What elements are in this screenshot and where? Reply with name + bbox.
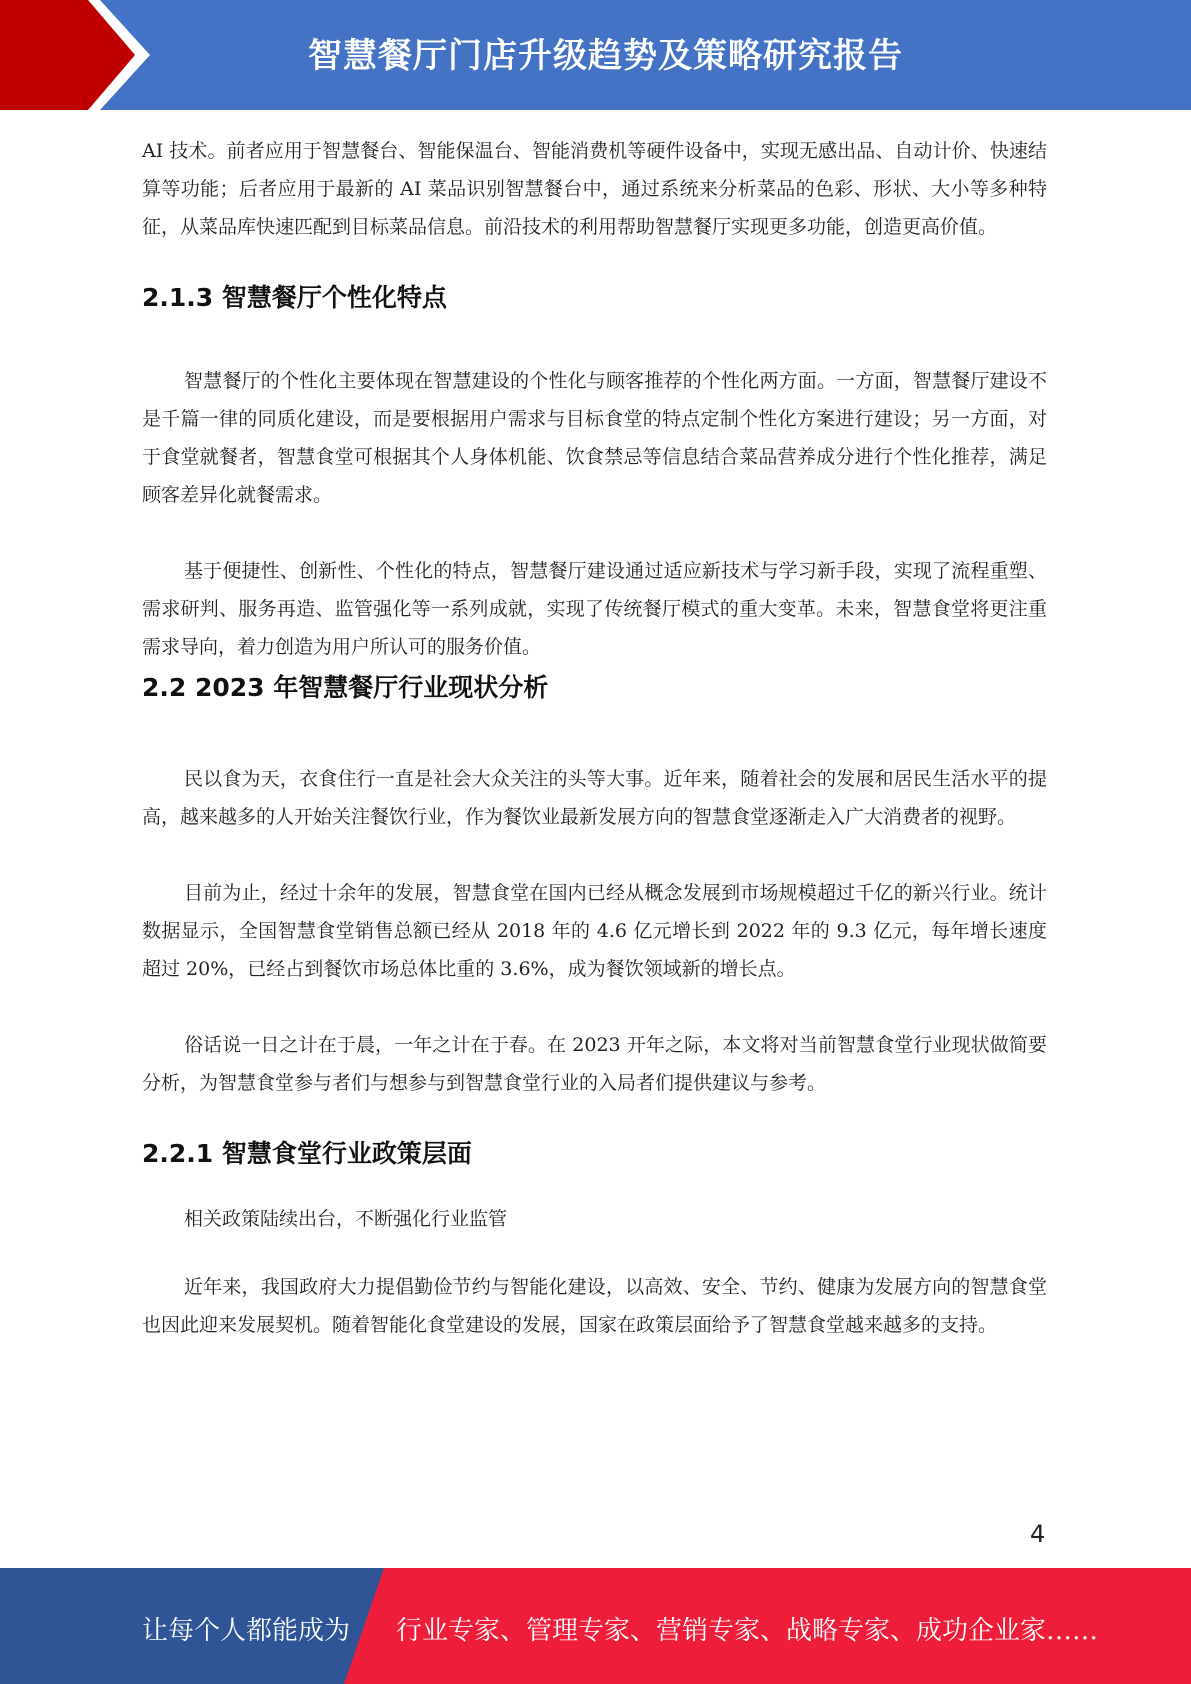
paragraph-policy-subtitle: 相关政策陆续出台，不断强化行业监管 [184,1208,508,1230]
section-heading-2-1-3: 2.1.3 智慧餐厅个性化特点 [142,283,447,312]
paragraph-personalization-2: 基于便捷性、创新性、个性化的特点，智慧餐厅建设通过适应新技术与学习新手段，实现了流程重塑、需求研判、服务再造、监管强化等一系列成就，实现了传统餐厅模式的重大变革。未来，智慧食堂将更注重需求导向，着力创造为用户所认可的服务价值。 [142,560,1047,658]
paragraph-industry-1: 民以食为天，衣食住行一直是社会大众关注的头等大事。近年来，随着社会的发展和居民生活水平的提高，越来越多的人开始关注餐饮行业，作为餐饮业最新发展方向的智慧食堂逐渐走入广大消费者的视野。 [142,768,1047,828]
paragraph-personalization-1: 智慧餐厅的个性化主要体现在智慧建设的个性化与顾客推荐的个性化两方面。一方面，智慧餐厅建设不是千篇一律的同质化建设，而是要根据用户需求与目标食堂的特点定制个性化方案进行建设；另一方面，对于食堂就餐者，智慧食堂可根据其个人身体机能、饮食禁忌等信息结合菜品营养成分进行个性化推荐，满足顾客差异化就餐需求。 [142,370,1047,506]
page-number: 4 [1030,1520,1046,1548]
section-heading-2-2: 2.2 2023 年智慧餐厅行业现状分析 [142,673,549,702]
paragraph-industry-2: 目前为止，经过十余年的发展，智慧食堂在国内已经从概念发展到市场规模超过千亿的新兴行业。统计数据显示，全国智慧食堂销售总额已经从 2018 年的 4.6 亿元增长到 2022 年的 9.3 亿元，每年增长速度超过 20%，已经占到餐饮市场总体比重的 3.6%，成为餐饮领域新的增长点。 [142,882,1047,980]
footer-slogan-left: 让每个人都能成为 [142,1616,351,1646]
paragraph-industry-3: 俗话说一日之计在于晨，一年之计在于春。在 2023 开年之际，本文将对当前智慧食堂行业现状做简要分析，为智慧食堂参与者们与想参与到智慧食堂行业的入局者们提供建议与参考。 [142,1034,1047,1094]
paragraph-intro: AI 技术。前者应用于智慧餐台、智能保温台、智能消费机等硬件设备中，实现无感出品、自动计价、快速结算等功能；后者应用于最新的 AI 菜品识别智慧餐台中，通过系统来分析菜品的色彩、形状、大小等多种特征，从菜品库快速匹配到目标菜品信息。前沿技术的利用帮助智慧餐厅实现更多功能，创造更高价值。 [142,140,1047,238]
page-body [142,132,1047,1344]
section-heading-2-2-1: 2.2.1 智慧食堂行业政策层面 [142,1139,472,1168]
page-header [0,0,1191,110]
footer-slogan-right: 行业专家、管理专家、营销专家、战略专家、成功企业家…… [396,1616,1099,1646]
page-footer [0,1568,1191,1684]
paragraph-policy-1: 近年来，我国政府大力提倡勤俭节约与智能化建设，以高效、安全、节约、健康为发展方向的智慧食堂也因此迎来发展契机。随着智能化食堂建设的发展，国家在政策层面给予了智慧食堂越来越多的支持。 [142,1276,1047,1336]
report-title: 智慧餐厅门店升级趋势及策略研究报告 [308,36,903,76]
